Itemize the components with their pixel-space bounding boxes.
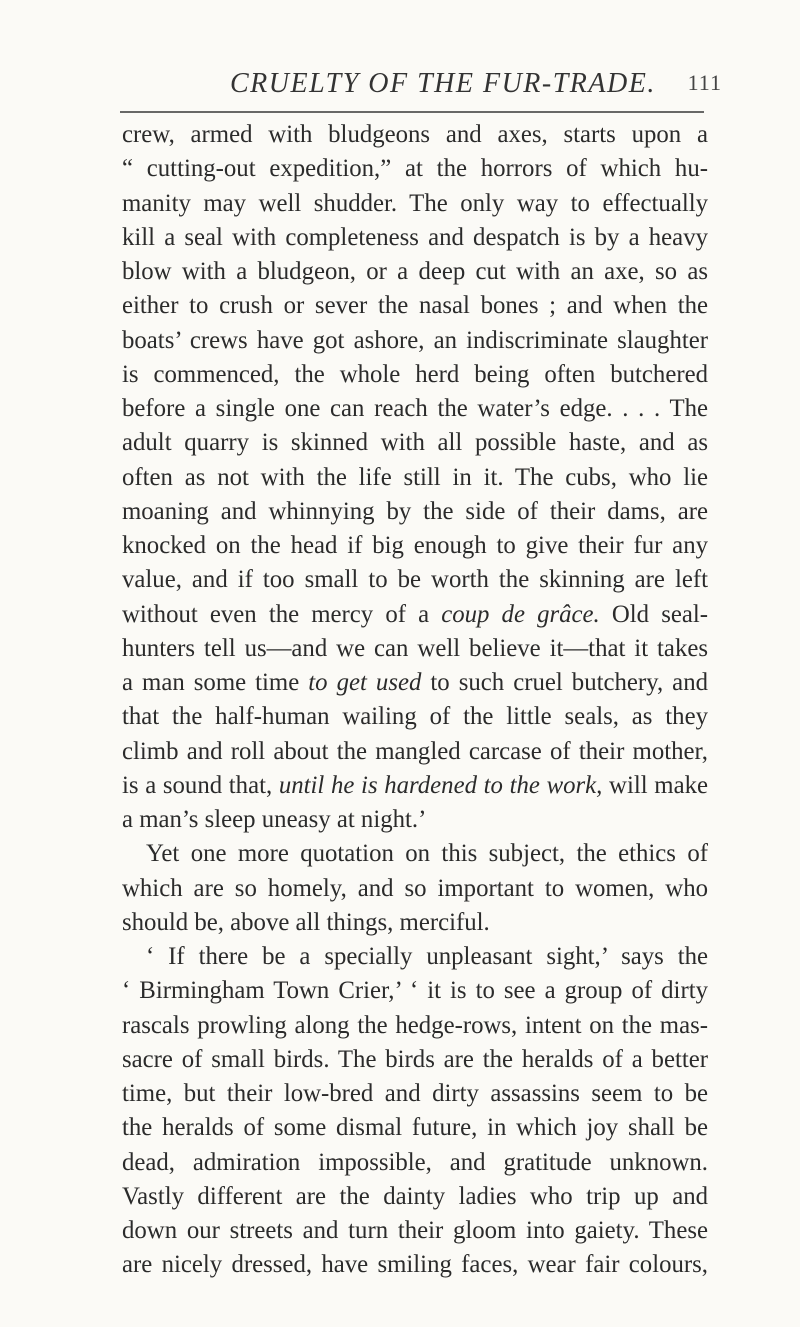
text-run: is a sound that, <box>122 771 279 799</box>
text-line: “ cutting-out expedition,” at the horrors of which hu- <box>122 155 708 183</box>
text-run: to such cruel butchery, and <box>421 669 708 696</box>
text-line: boats’ crews have got ashore, an indiscriminate slaughter <box>122 326 708 354</box>
text-line: should be, above all things, merciful. <box>122 908 490 936</box>
text-line: the heralds of some dismal future, in which joy shall be <box>122 1114 708 1142</box>
running-head <box>122 68 722 104</box>
text-line: either to crush or sever the nasal bones ; and when the <box>122 292 708 320</box>
text-line <box>122 666 708 700</box>
text-line: sacre of small birds. The birds are the heralds of a better <box>122 1045 708 1073</box>
text-run: Old seal- <box>599 600 708 628</box>
header-rule <box>120 111 704 113</box>
text-run: without even the mercy of a <box>122 600 442 628</box>
text-line: a man’s sleep uneasy at night.’ <box>122 806 427 833</box>
text-line: are nicely dressed, have smiling faces, wear fair colours, <box>122 1251 708 1279</box>
running-title: CRUELTY OF THE FUR-TRADE. <box>230 68 656 99</box>
text-line: hunters tell us—and we can well believe it—that it takes <box>122 634 708 662</box>
text-line: blow with a bludgeon, or a deep cut with an axe, so as <box>122 258 708 285</box>
text-line: time, but their low-bred and dirty assassins seem to be <box>122 1080 708 1107</box>
text-line: manity may well shudder. The only way to effectually <box>122 189 708 217</box>
text-line: often as not with the life still in it. The cubs, who lie <box>122 463 708 491</box>
text-line: which are so homely, and so important to women, who <box>122 874 708 902</box>
text-run: will make <box>602 771 708 799</box>
italic-run: coup de grâce. <box>441 600 600 628</box>
text-line: Yet one more quotation on this subject, the ethics of <box>146 840 708 868</box>
body-text <box>122 118 708 1283</box>
text-run: a man some time <box>122 669 309 696</box>
text-line: value, and if too small to be worth the skinning are left <box>122 566 708 594</box>
text-line <box>122 769 708 803</box>
page-number: 111 <box>687 70 722 95</box>
text-line: knocked on the head if big enough to give their fur any <box>122 532 708 559</box>
text-line: dead, admiration impossible, and gratitude unknown. <box>122 1148 708 1176</box>
text-line: ‘ Birmingham Town Crier,’ ‘ it is to see a group of dirty <box>122 977 708 1005</box>
text-line: that the half-human wailing of the little seals, as they <box>122 703 708 731</box>
text-line: down our streets and turn their gloom into gaiety. These <box>122 1217 708 1244</box>
text-line: rascals prowling along the hedge-rows, intent on the mas- <box>122 1011 708 1039</box>
text-line: before a single one can reach the water’s edge. . . . The <box>122 395 708 422</box>
text-line: moaning and whinnying by the side of their dams, are <box>122 497 708 525</box>
text-line: crew, armed with bludgeons and axes, starts upon a <box>122 121 708 148</box>
text-line: Vastly different are the dainty ladies who trip up and <box>122 1182 708 1210</box>
text-line: adult quarry is skinned with all possible haste, and as <box>122 429 708 457</box>
italic-run: until he is hardened to the work, <box>278 771 603 799</box>
text-line: ‘ If there be a specially unpleasant sight,’ says the <box>146 943 708 970</box>
text-line: climb and roll about the mangled carcase of their mother, <box>122 737 708 765</box>
text-line: kill a seal with completeness and despatch is by a heavy <box>122 223 708 251</box>
italic-run: to get used <box>308 669 422 696</box>
text-line <box>122 598 708 632</box>
text-line: is commenced, the whole herd being often butchered <box>122 360 708 388</box>
